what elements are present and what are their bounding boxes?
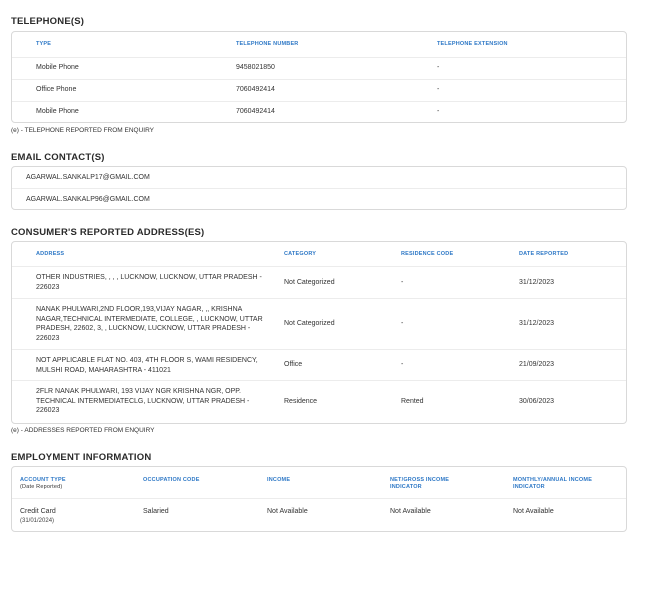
divider (12, 57, 626, 58)
address-date: 30/06/2023 (519, 398, 555, 405)
employment-net-gross: Not Available (390, 508, 431, 515)
divider (12, 188, 626, 189)
header-income: INCOME (267, 477, 291, 483)
addresses-title: CONSUMER'S REPORTED ADDRESS(ES) (11, 227, 205, 238)
phone-number: 7060492414 (236, 108, 275, 115)
phone-number: 9458021850 (236, 64, 275, 71)
employment-account-type-value: Credit Card (20, 508, 56, 515)
address-text: NOT APPLICABLE FLAT NO. 403, 4TH FLOOR S, WAMI RESIDENCY, MULSHI ROAD, MAHARASHTRA - 411021 (36, 357, 258, 374)
header-occupation-code: OCCUPATION CODE (143, 477, 200, 483)
header-net-gross-income-indicator (390, 477, 449, 491)
email-item: AGARWAL.SANKALP96@GMAIL.COM (26, 196, 150, 203)
header-net-gross-line2: INDICATOR (390, 484, 422, 490)
address-residence-code: - (401, 361, 404, 368)
email-item: AGARWAL.SANKALP17@GMAIL.COM (26, 174, 150, 181)
address-residence-code: Rented (401, 398, 424, 405)
telephones-table (11, 31, 627, 123)
address-category: Office (284, 361, 303, 368)
employment-date-reported: (31/01/2024) (20, 517, 55, 524)
emails-title: EMAIL CONTACT(S) (11, 152, 105, 163)
phone-type: Office Phone (36, 86, 77, 93)
employment-title: EMPLOYMENT INFORMATION (11, 452, 152, 463)
header-net-gross-line1: NET/GROSS INCOME (390, 477, 450, 483)
emails-list (11, 166, 627, 210)
divider (12, 380, 626, 381)
header-telephone-number: TELEPHONE NUMBER (236, 41, 299, 47)
header-date-reported-sub: (Date Reported) (20, 484, 63, 490)
addresses-table (11, 241, 627, 424)
telephones-title: TELEPHONE(S) (11, 16, 85, 27)
header-monthly-line1: MONTHLY/ANNUAL INCOME (513, 477, 593, 483)
divider (12, 79, 626, 80)
address-date: 21/09/2023 (519, 361, 555, 368)
address-text: OTHER INDUSTRIES, , , , LUCKNOW, LUCKNOW, UTTAR PRADESH - 226023 (36, 274, 262, 291)
address-text: 2FLR NANAK PHULWARI, 193 VIJAY NGR KRISHNA NGR, OPP. TECHNICAL INTERMEDIATECLG, LUCKNOW, UTTAR PRADESH - 226023 (36, 388, 250, 414)
header-monthly-line2: INDICATOR (513, 484, 545, 490)
phone-extension: - (437, 86, 440, 93)
divider (12, 498, 626, 499)
address-date: 31/12/2023 (519, 279, 555, 286)
header-monthly-annual-income-indicator (513, 477, 592, 491)
divider (12, 349, 626, 350)
address-date: 31/12/2023 (519, 320, 555, 327)
header-address: ADDRESS (36, 251, 65, 257)
header-date-reported: DATE REPORTED (519, 251, 569, 257)
employment-table (11, 466, 627, 532)
address-category: Not Categorized (284, 279, 335, 286)
address-text: NANAK PHULWARI,2ND FLOOR,193,VIJAY NAGAR, ,, KRISHNA NAGAR,TECHNICAL INTERMEDIATE, COLLEGE, , LUCKNOW, UTTAR PRADESH, 22602, 3, , LUCKNOW, LUCKNOW, UTTAR PRADESH - 226023 (36, 306, 263, 342)
phone-extension: - (437, 64, 440, 71)
header-account-type (20, 477, 66, 491)
divider (12, 298, 626, 299)
employment-occupation: Salaried (143, 508, 169, 515)
address-residence-code: - (401, 279, 404, 286)
phone-type: Mobile Phone (36, 64, 79, 71)
divider (12, 266, 626, 267)
employment-account-type (20, 507, 56, 526)
employment-income: Not Available (267, 508, 308, 515)
addresses-note: (e) - ADDRESSES REPORTED FROM ENQUIRY (11, 427, 155, 434)
header-type: TYPE (36, 41, 52, 47)
address-residence-code: - (401, 320, 404, 327)
divider (12, 101, 626, 102)
address-category: Not Categorized (284, 320, 335, 327)
header-account-type-label: ACCOUNT TYPE (20, 477, 66, 483)
address-category: Residence (284, 398, 318, 405)
phone-extension: - (437, 108, 440, 115)
header-residence-code: RESIDENCE CODE (401, 251, 454, 257)
phone-number: 7060492414 (236, 86, 275, 93)
header-category: CATEGORY (284, 251, 317, 257)
telephones-note: (e) - TELEPHONE REPORTED FROM ENQUIRY (11, 127, 155, 134)
employment-monthly: Not Available (513, 508, 554, 515)
header-telephone-extension: TELEPHONE EXTENSION (437, 41, 508, 47)
phone-type: Mobile Phone (36, 108, 79, 115)
